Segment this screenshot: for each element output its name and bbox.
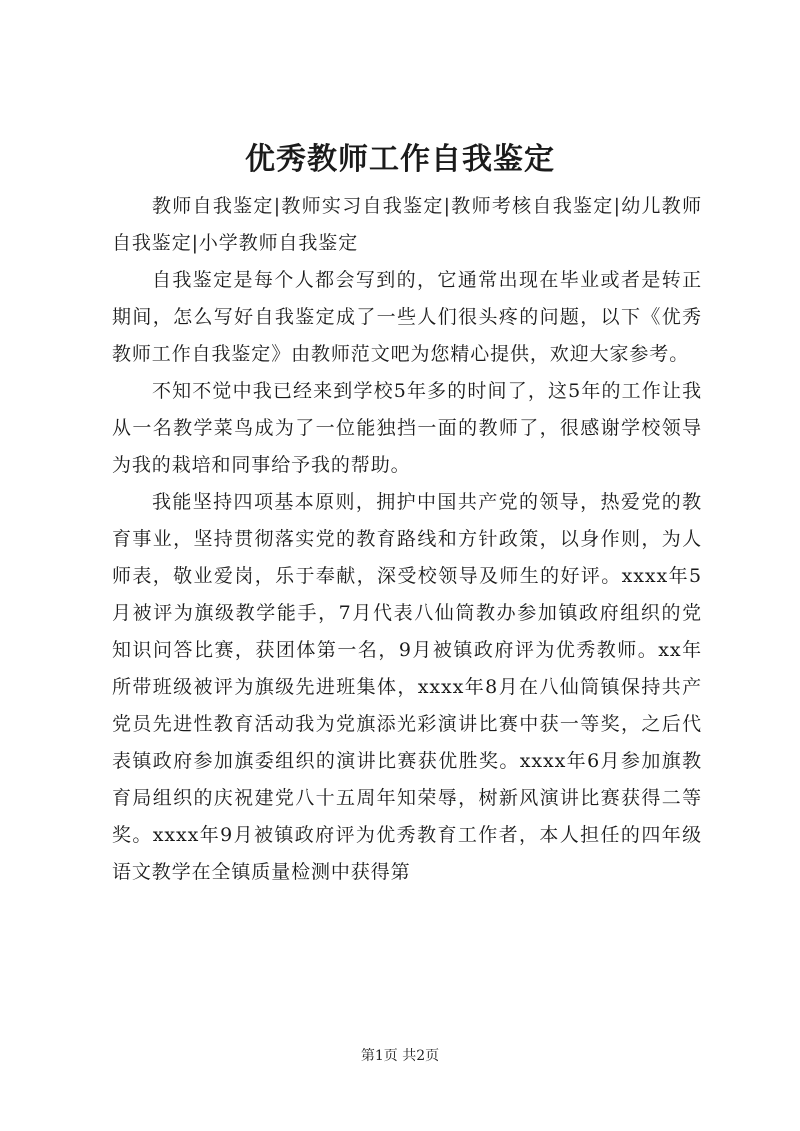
body-paragraph: 不知不觉中我已经来到学校5年多的时间了，这5年的工作让我从一名教学菜鸟成为了一位能独挡一面的教师了，很感谢学校领导为我的栽培和同事给予我的帮助。 bbox=[112, 380, 702, 476]
document-body bbox=[112, 188, 702, 891]
intro-paragraph: 自我鉴定是每个人都会写到的，它通常出现在毕业或者是转正期间，怎么写好自我鉴定成了一些人们很头疼的问题，以下《优秀教师工作自我鉴定》由教师范文吧为您精心提供，欢迎大家参考。 bbox=[112, 269, 702, 365]
category-links-paragraph: 教师自我鉴定|教师实习自我鉴定|教师考核自我鉴定|幼儿教师自我鉴定|小学教师自我鉴定 bbox=[112, 195, 702, 254]
body-paragraph: 我能坚持四项基本原则，拥护中国共产党的领导，热爱党的教育事业，坚持贯彻落实党的教育路线和方针政策，以身作则，为人师表，敬业爱岗，乐于奉献，深受校领导及师生的好评。xxxx年5月被评为旗级教学能手，7月代表八仙筒教办参加镇政府组织的党知识问答比赛，获团体第一名，9月被镇政府评为优秀教师。xx年所带班级被评为旗级先进班集体，xxxx年8月在八仙筒镇保持共产党员先进性教育活动我为党旗添光彩演讲比赛中获一等奖，之后代表镇政府参加旗委组织的演讲比赛获优胜奖。xxxx年6月参加旗教育局组织的庆祝建党八十五周年知荣辱，树新风演讲比赛获得二等奖。xxxx年9月被镇政府评为优秀教育工作者，本人担任的四年级语文教学在全镇质量检测中获得第 bbox=[112, 491, 702, 883]
page-title: 优秀教师工作自我鉴定 bbox=[245, 142, 555, 177]
page-footer: 第1页 共2页 bbox=[360, 1048, 440, 1064]
